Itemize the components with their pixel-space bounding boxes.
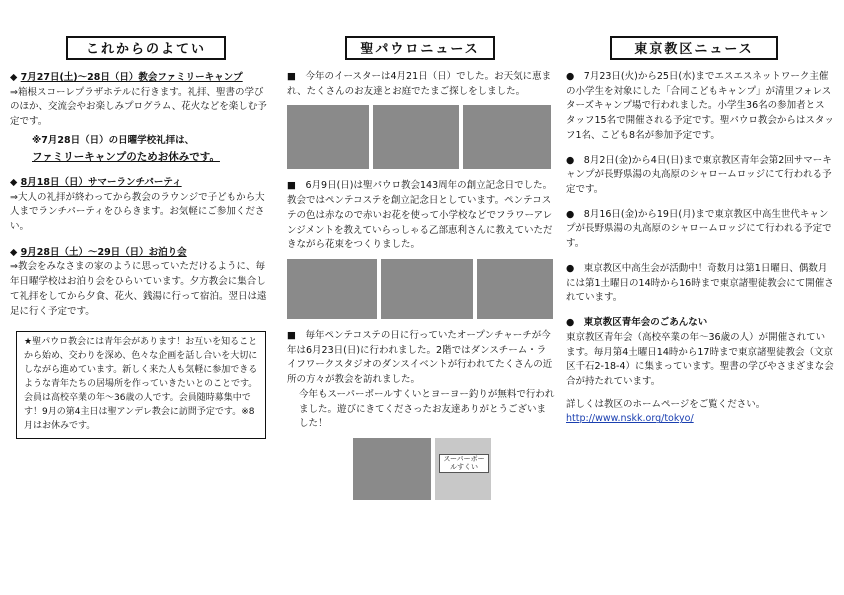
photo [373,105,459,169]
news-paragraph: 今年もスーパーボールすくいとヨーヨー釣りが無料で行われました。遊びにきてくださったお友達ありがとうございました！ [299,388,555,430]
notice-line: ※7月28日（日）の日曜学校礼拝は、 [32,134,195,146]
news-paragraph: ■ 6月9日(日)は聖パウロ教会143周年の創立記念日でした。教会ではペンテコステを創立記念日としています。ペンテコステの色は赤なので赤いお花を使って小学校などでフラワーアレンジメントを教えていらっしゃる乙部恵利さんに教えていただきながら花束をつくりました。 [287,180,553,251]
diocese-website-link[interactable]: http://www.nskk.org/tokyo/ [566,413,694,425]
news-paragraph: ■ 今年のイースターは4月21日（日）でした。お天気に恵まれ、たくさんのお友達とお庭でたまご探しをしました。 [287,71,552,97]
schedule-column [10,0,272,439]
youth-group-box: ★聖パウロ教会には青年会があります！お互いを知ることから始め、交わりを深め、色々な企画を話し合いを大切にしながら進めています。新しく来た人も気軽に参加できるような青年たちの居場所を作っていきたいとのことです。会員は高校卒業の年～36歳の人です。会員随時募集中です！9月の第4主日は聖アンデレ教会に訪問予定です。※8月はお休みです。 [16,331,266,439]
schedule-item: ◆ 9月28日（土）～29日（日）お泊り会 ⇒教会をみなさまの家のように思っていただけるように、毎年日曜学校はお泊り会をひらいています。夕方教会に集合して礼拝をしてから夕食、花火、銭湯に行って宿泊。翌日は遠足に行く予定です。 [10,246,272,320]
notice-line: ファミリーキャンプのためお休みです。 [32,150,220,163]
photo [381,259,473,319]
photo [477,259,553,319]
schedule-item-body: ⇒教会をみなさまの家のように思っていただけるように、毎年日曜学校はお泊り会をひらいています。夕方教会に集合して礼拝をしてから夕食、花火、銭湯に行って宿泊。翌日は遠足に行く予定です。 [10,261,267,317]
schedule-item-body: ⇒大人の礼拝が終わってから教会のラウンジで子どもから大人までランチパーティをひらきます。お気軽にご参加ください。 [10,191,265,233]
diocese-news-title: 東京教区ニュース [610,36,778,60]
diocese-news-item: ● 8月2日(金)から4日(日)まで東京教区青年会第2回サマーキャンプが長野県湯の丸高原のシャロームロッジにて行われる予定です。 [566,154,832,196]
photo [287,259,377,319]
schedule-item-heading: 8月18日（日）サマーランチパーティ [20,176,182,188]
church-news-column [287,0,555,504]
news-paragraph: ■ 毎年ペンテコステの日に行っていたオープンチャーチが今年は6月23日(日)に行われました。2階ではダンスチーム・ライフワークスタジオのダンスイベントが行われてたくさんの近所の方々が教会を訪れました。 [287,330,553,386]
notice-block [10,134,272,165]
photo-row [353,438,555,500]
photo [353,438,431,500]
diocese-news-item: ● 東京教区青年会のごあんない [566,317,708,329]
schedule-item: ◆ 8月18日（日）サマーランチパーティ ⇒大人の礼拝が終わってから教会のラウンジで子どもから大人までランチパーティをひらきます。お気軽にご参加ください。 [10,176,272,235]
schedule-title: これからのよてい [66,36,226,60]
diocese-news-item: ● 東京教区中高生会が活動中！奇数月は第1日曜日、偶数月には第1土曜日の14時から16時まで東京諸聖徒教会にて開催されています。 [566,262,834,304]
diocese-news-item: 東京教区青年会（高校卒業の年～36歳の人）が開催されています。毎月第4土曜日14時から17時まで東京諸聖徒教会（文京区千石2-18-4）に集まっています。聖書の学びやさまざまな会合が持たれています。 [566,331,834,387]
photo-sign: スーパーボールすくい [439,454,489,473]
schedule-item-body: ⇒箱根スコーレプラザホテルに行きます。礼拝、聖書の学びのほか、交流会やお楽しみプログラム、花火などを楽しむ予定です。 [10,86,267,128]
diocese-news-column [566,0,834,427]
schedule-item-heading: 7月27日(土)～28日（日）教会ファミリーキャンプ [20,72,243,83]
photo [463,105,551,169]
schedule-item: ◆ 7月27日(土)～28日（日）教会ファミリーキャンプ ⇒箱根スコーレプラザホテルに行きます。礼拝、聖書の学びのほか、交流会やお楽しみプログラム、花火などを楽しむ予定です。 [10,71,272,130]
photo [435,438,491,500]
diocese-news-item: ● 7月23日(火)から25日(水)までエスエスネットワーク主催の小学生を対象にした「合同こどもキャンプ」が清里フォレスターズキャンプ場で行われました。小学生36名の参加者とスタッフ15名で開催される予定です。聖パウロ教会からはスタッフ1名、こども8名が参加予定です。 [566,71,834,141]
diocese-footer-text: 詳しくは教区のホームページをご覧ください。 [566,398,766,410]
photo [287,105,369,169]
schedule-item-heading: 9月28日（土）～29日（日）お泊り会 [20,246,187,258]
diocese-news-item: ● 8月16日(金)から19日(月)まで東京教区中高生世代キャンプが長野県湯の丸高原のシャロームロッジにて行われる予定です。 [566,208,832,250]
photo-row [287,105,555,169]
church-news-title: 聖パウロニュース [345,36,495,60]
photo-row [287,259,555,319]
